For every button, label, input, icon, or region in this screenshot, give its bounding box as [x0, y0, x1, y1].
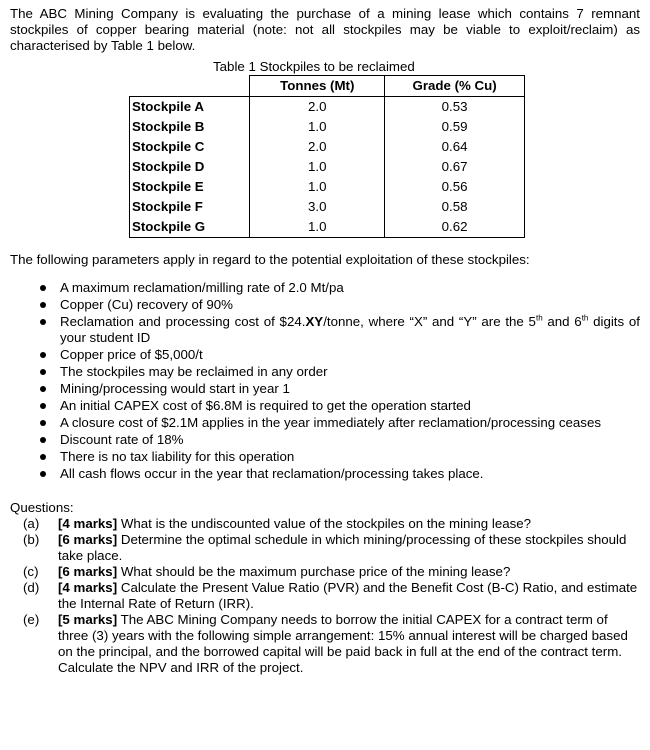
question-label: (b): [23, 532, 40, 547]
table-row: [130, 197, 525, 217]
question-marks: [6 marks]: [58, 564, 118, 579]
question-text: The ABC Mining Company needs to borrow the initial CAPEX for a contract term of three (3) years with the following simple arrangement: 15% annual interest will be charged based on the principal, and the borrowed capital will be paid back in full at the end of the contract term. Calculate the NPV and IRR of the project.: [58, 612, 628, 675]
list-item: Mining/processing would start in year 1: [37, 381, 640, 397]
list-item: An initial CAPEX cost of $6.8M is required to get the operation started: [37, 398, 640, 414]
stockpile-tonnes: 3.0: [307, 199, 327, 214]
list-item: The stockpiles may be reclaimed in any order: [37, 364, 640, 380]
question-marks: [5 marks]: [58, 612, 118, 627]
stockpile-name: Stockpile B: [130, 117, 250, 137]
stockpile-grade: 0.67: [385, 157, 525, 177]
question-marks: [6 marks]: [58, 532, 118, 547]
list-item-cost: [37, 314, 640, 346]
list-item: Discount rate of 18%: [37, 432, 640, 448]
table-row: [130, 157, 525, 177]
question-label: (a): [23, 516, 40, 531]
list-item: A maximum reclamation/milling rate of 2.0 Mt/pa: [37, 280, 640, 296]
intro-paragraph: [10, 6, 640, 54]
intro-line-3: characterised by Table 1 below.: [10, 38, 196, 53]
table-row: [130, 117, 525, 137]
question-item: [23, 516, 640, 532]
cost-text-middle: /tonne, where “X” and “Y” are the 5: [323, 314, 536, 329]
stockpile-name: Stockpile C: [130, 137, 250, 157]
question-label: (e): [23, 612, 40, 627]
question-item: [23, 580, 640, 612]
cost-text-after: digits of your student ID: [60, 314, 640, 345]
questions-heading: Questions:: [10, 500, 74, 515]
parameters-intro: The following parameters apply in regard to the potential exploitation of these stockpiles:: [10, 252, 530, 267]
question-marks: [4 marks]: [58, 516, 118, 531]
stockpile-tonnes: 1.0: [307, 119, 327, 134]
intro-line-1: The ABC Mining Company is evaluating the purchase of a mining lease which contains 7 remnant: [10, 6, 640, 21]
stockpile-tonnes: 1.0: [307, 159, 327, 174]
stockpile-grade: 0.53: [385, 97, 525, 118]
stockpile-grade: 0.62: [385, 217, 525, 238]
question-text: Calculate the Present Value Ratio (PVR) and the Benefit Cost (B-C) Ratio, and estimate the Internal Rate of Return (IRR).: [58, 580, 638, 611]
list-item: A closure cost of $2.1M applies in the year immediately after reclamation/processing ceases: [37, 415, 640, 431]
stockpile-table: [129, 75, 525, 238]
question-marks: [4 marks]: [58, 580, 118, 595]
stockpile-grade: 0.58: [385, 197, 525, 217]
list-item: Copper (Cu) recovery of 90%: [37, 297, 640, 313]
stockpile-grade: 0.64: [385, 137, 525, 157]
stockpile-name: Stockpile E: [130, 177, 250, 197]
stockpile-tonnes: 1.0: [307, 179, 327, 194]
table-row: [130, 137, 525, 157]
table-header-row: [130, 76, 525, 97]
question-text: What should be the maximum purchase price of the mining lease?: [117, 564, 511, 579]
table-row: [130, 97, 525, 118]
table-row: [130, 177, 525, 197]
table-caption: Table 1 Stockpiles to be reclaimed: [213, 59, 415, 74]
cost-text-bold: XY: [305, 314, 324, 329]
header-tonnes: Tonnes (Mt): [250, 76, 385, 97]
question-item: [23, 564, 640, 580]
stockpile-tonnes: 2.0: [307, 139, 327, 154]
intro-line-2: stockpiles of copper bearing material (note: not all stockpiles may be viable to exploit/reclaim) as: [10, 22, 640, 37]
stockpile-name: Stockpile A: [130, 97, 250, 118]
question-text: Determine the optimal schedule in which mining/processing of these stockpiles should take place.: [58, 532, 627, 563]
list-item: All cash flows occur in the year that reclamation/processing takes place.: [37, 466, 640, 482]
stockpile-name: Stockpile G: [130, 217, 250, 238]
list-item: Copper price of $5,000/t: [37, 347, 640, 363]
question-label: (c): [23, 564, 39, 579]
header-blank: [130, 76, 250, 97]
cost-text-before: Reclamation and processing cost of $24.: [60, 314, 306, 329]
question-label: (d): [23, 580, 40, 595]
header-grade: Grade (% Cu): [385, 76, 525, 97]
stockpile-name: Stockpile F: [130, 197, 250, 217]
list-item: There is no tax liability for this operation: [37, 449, 640, 465]
question-item: [23, 612, 640, 676]
stockpile-tonnes: 1.0: [250, 217, 385, 238]
table-row: [130, 217, 525, 238]
stockpile-grade: 0.59: [385, 117, 525, 137]
stockpile-grade: 0.56: [385, 177, 525, 197]
superscript-th-1: th: [535, 313, 543, 323]
questions-list: [10, 516, 640, 676]
superscript-th-2: th: [581, 313, 589, 323]
parameters-list: [10, 280, 640, 482]
stockpile-name: Stockpile D: [130, 157, 250, 177]
cost-text-and: and 6: [542, 314, 582, 329]
question-text: What is the undiscounted value of the stockpiles on the mining lease?: [117, 516, 532, 531]
stockpile-tonnes: 2.0: [307, 99, 327, 114]
question-item: [23, 532, 640, 564]
